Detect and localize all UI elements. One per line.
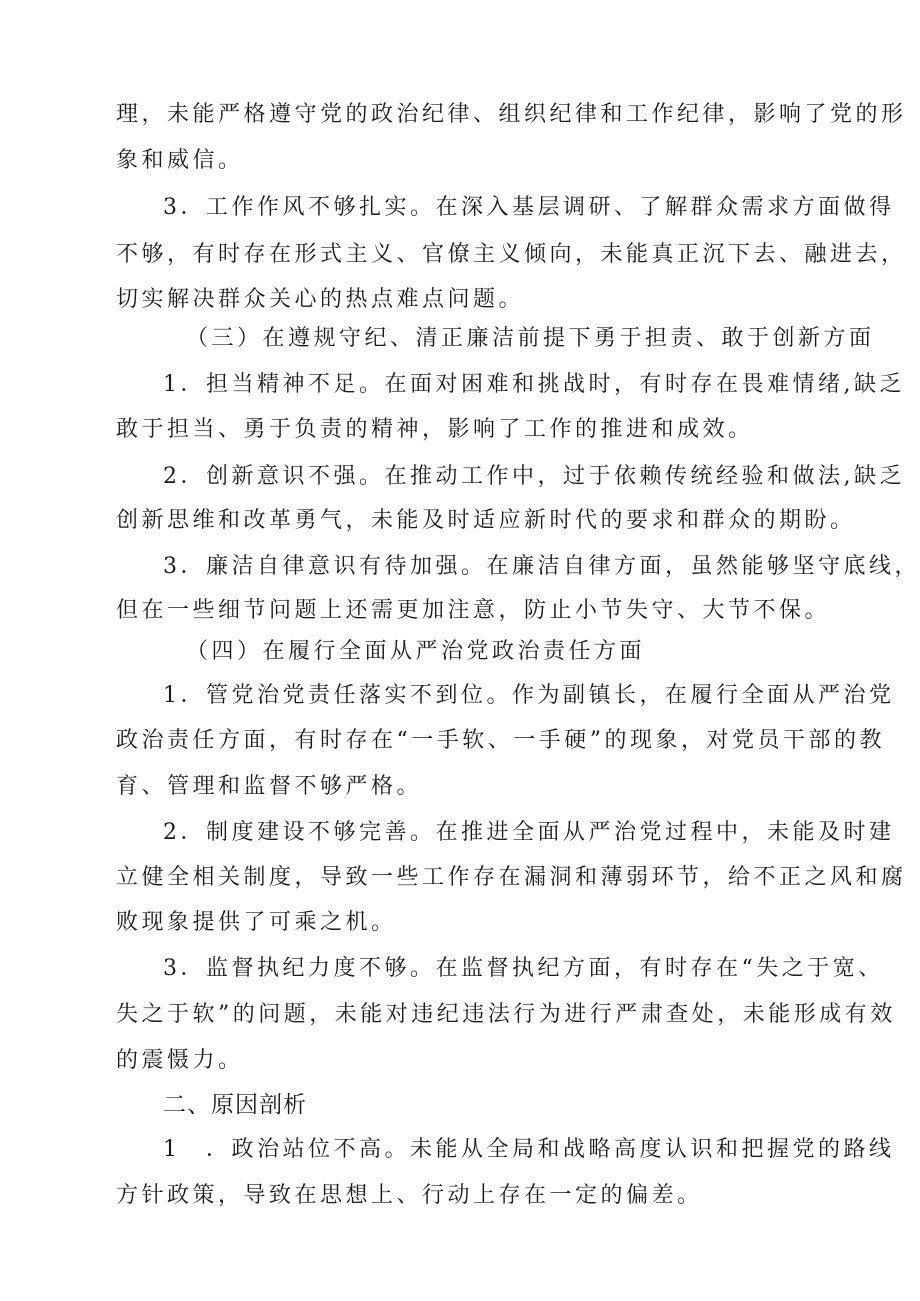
paragraph-line: 政治责任方面，有时存在“一手软、一手硬”的现象，对党员干部的教 [116,728,885,753]
paragraph-line: 败现象提供了可乘之机。 [116,910,397,935]
paragraph-line: 不够，有时存在形式主义、官僚主义倾向，未能真正沉下去、融进去， [116,242,907,267]
section-heading-3: （三）在遵规守纪、清正廉洁前提下勇于担责、敢于创新方面 [186,326,875,351]
paragraph-line: 敢于担当、勇于负责的精神，影响了工作的推进和成效。 [116,417,754,442]
item-1-responsibility: 1．担当精神不足。在面对困难和挑战时，有时存在畏难情绪,缺乏 [163,372,905,397]
item-2-system-building: 2．制度建设不够完善。在推进全面从严治党过程中，未能及时建 [163,820,895,845]
paragraph-line: 立健全相关制度，导致一些工作存在漏洞和薄弱环节，给不正之风和腐 [116,865,907,890]
item-3-work-style: 3．工作作风不够扎实。在深入基层调研、了解群众需求方面做得 [163,195,895,220]
section-heading-4: （四）在履行全面从严治党政治责任方面 [186,639,646,664]
paragraph-line: 育、管理和监督不够严格。 [116,774,423,799]
section-title-cause-analysis: 二、原因剖析 [163,1092,307,1118]
cause-item-1: 1 ．政治站位不高。未能从全局和战略高度认识和把握党的路线 [163,1137,895,1162]
item-3-supervision: 3．监督执纪力度不够。在监督执纪方面，有时存在“失之于宽、 [163,956,884,981]
paragraph-line: 象和威信。 [116,148,244,173]
item-1-party-governance: 1．管党治党责任落实不到位。作为副镇长，在履行全面从严治党 [163,683,895,708]
paragraph-line: 方针政策，导致在思想上、行动上存在一定的偏差。 [116,1183,703,1208]
item-3-integrity: 3．廉洁自律意识有待加强。在廉洁自律方面，虽然能够坚守底线， [163,554,920,579]
paragraph-line: 但在一些细节问题上还需更加注意，防止小节失守、大节不保。 [116,598,831,623]
item-2-innovation: 2．创新意识不强。在推动工作中，过于依赖传统经验和做法,缺乏 [163,464,905,489]
paragraph-line: 的震慑力。 [116,1048,244,1073]
paragraph-line: 切实解决群众关心的热点难点问题。 [116,287,525,312]
paragraph-line: 失之于软”的问题，未能对违纪违法行为进行严肃查处，未能形成有效 [116,1002,896,1027]
paragraph-line: 创新思维和改革勇气，未能及时适应新时代的要求和群众的期盼。 [116,508,856,533]
paragraph-line: 理，未能严格遵守党的政治纪律、组织纪律和工作纪律，影响了党的形 [116,102,907,127]
